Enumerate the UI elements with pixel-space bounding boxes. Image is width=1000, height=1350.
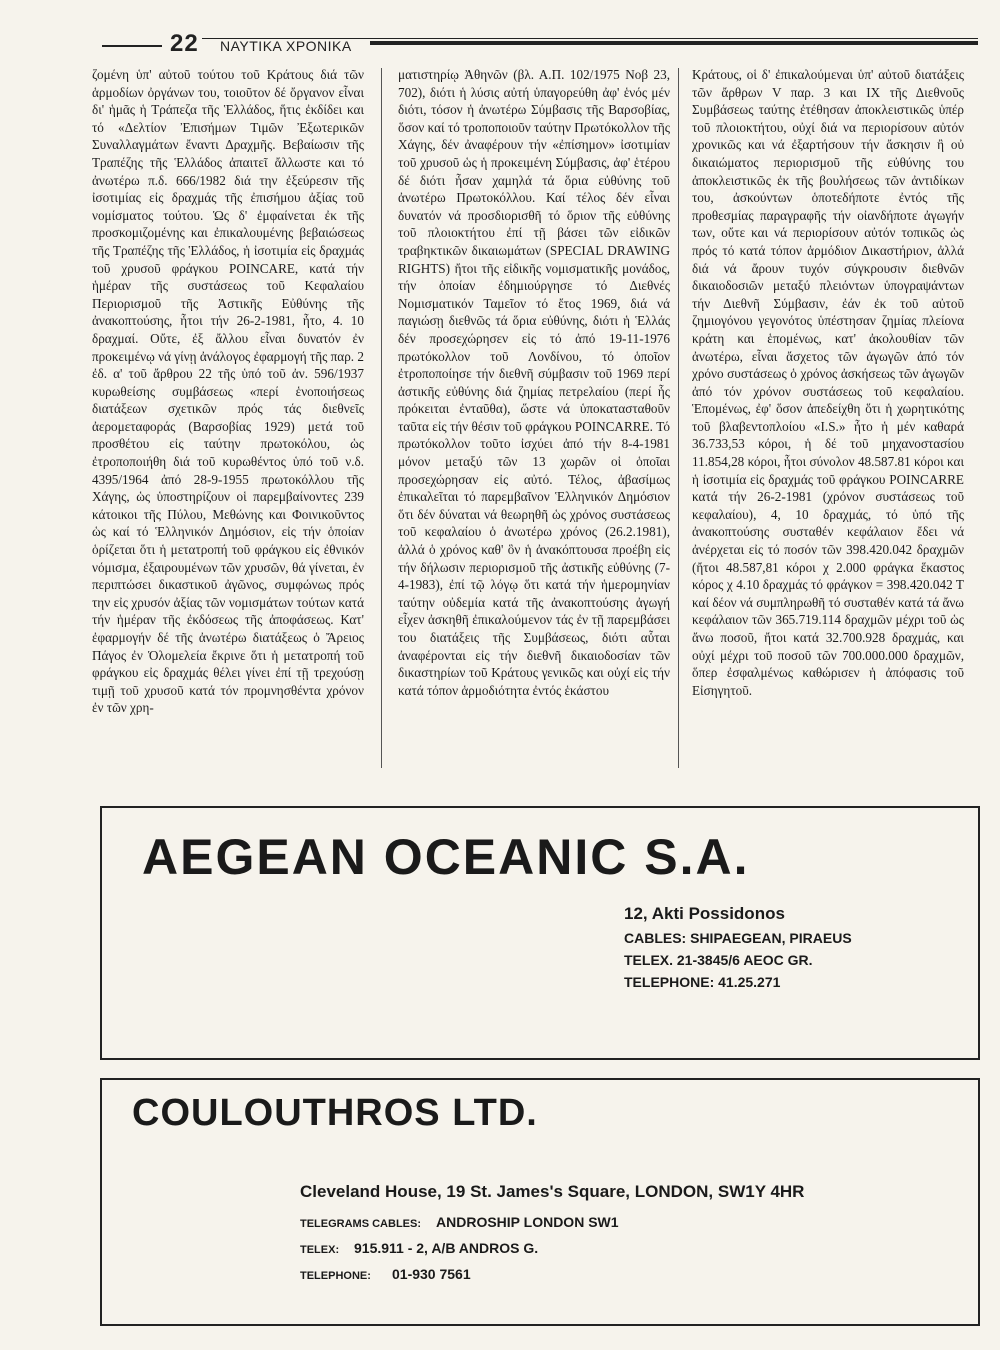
- ad-telephone: [300, 1266, 471, 1282]
- article-column-1: [92, 66, 364, 717]
- column-2-text: ματιστηρίῳ Ἀθηνῶν (βλ. Α.Π. 102/1975 Νοβ 23, 702), διότι ἡ λύσις αὐτή ὑπαγορεύθη ἀφ' ἑνός μέν διότι, τόσον ἡ ἀνωτέρω Σύμβασις τῆς Βαρσοβίας, ὅσον καί τό τροποποιοῦν ταύτην Πρωτόκολλον τῆς Χάγης, δέν ἀναφέρουν τήν «ἐπίσημον» ἰσοτιμίαν τοῦ χρυσοῦ ὡς ἡ προκειμένη Σύμβασις, ἀφ' ἑτέρου δέ διότι ἦσαν χαμηλά τά ὅρια εὐθύνης τοῦ ἀνωτέρω Πρωτοκόλλου. Καί τέλος δέν εἶναι δυνατόν νά προσδιορισθῆ τό ὅριον τῆς εὐθύνης τοῦ πλοιοκτήτου ἐπί τῇ βάσει τῶν εἰδικῶν τραβηκτικῶν δικαιωμάτων (SPECIAL DRAWING RIGHTS) ἤτοι τῆς εἰδικῆς νομισματικῆς μονάδος, τήν ὁποίαν ἐδημιούργησε τό Διεθνές Νομισματικόν Ταμεῖον τό ἔτος 1969, διά νά παγιώσῃ διεθνῶς τά ὅρια εὐθύνης, διότι ἡ Ἑλλάς δέν προσεχώρησεν εἰς τό ἀπό 19-11-1976 πρωτόκολλον τοῦ Λονδίνου, τό ὁποῖον ἐτροποποίησε τήν διεθνῆ σύμβασιν τοῦ 1969 περί ἀστικῆς εὐθύνης διά ζημίας πετρελαίου (περί ἧς πρόκειται ἐνταῦθα), ὥστε νά ὑποκατασταθοῦν ταῦτα εἰς τήν θέσιν τοῦ φράγκου POINCARRE. Τό πρωτόκολλον τοῦτο ἰσχύει ἀπό τήν 8-4-1981 μόνον μεταξύ τῶν 13 χωρῶν οἱ ὁποῖαι προσεχώρησαν εἰς αὐτό. Τέλος, ἀβασίμως ἐπικαλεῖται τό παρεμβαῖνον Ἑλληνικόν Δημόσιον ὅτι δέν δύναται νά θεωρηθῆ ὡς χρόνος συστάσεως τοῦ κεφαλαίου ὁ ἀνωτέρω χρόνος (26.2.1981), ἀλλά ὁ χρόνος καθ' ὃν ἡ ἀνακόπτουσα προέβη εἰς τήν δήλωσιν περιορισμοῦ τῆς ἀστικῆς εὐθύνης (7-4-1983), ἐπί τῷ λόγῳ ὅτι κατά τήν ἡμερομηνίαν ταύτην οὐδεμία κατά τῆς ἀνακοπτούσης ἀγωγή εἶχεν ἀσκηθῆ ἐπικαλούμενον τάς ἐν τῇ παρεμβάσει του διατάξεις τῆς Συμβάσεως, διότι αὗται ἀναφέρονται εἰς τήν διεθνῆ δικαιοδοσίαν τῶν δικαστηρίων τοῦ Κράτους γενικῶς και οὐχί εἰς τήν κατά τόπον ἁρμοδιότητα ἐντός ἑκάστου: [398, 67, 670, 698]
- advertisement-coulouthros: [100, 1078, 980, 1326]
- ad-telegrams-label: TELEGRAMS CABLES:: [300, 1218, 421, 1230]
- ad-address: Cleveland House, 19 St. James's Square, LONDON, SW1Y 4HR: [300, 1182, 805, 1201]
- header-rule-thick: [370, 41, 978, 45]
- column-3-text: Κράτους, οἱ δ' ἐπικαλούμεναι ὑπ' αὐτοῦ διατάξεις τῶν ἄρθρων V παρ. 3 και IX τῆς Διεθνοῦς Συμβάσεως ταύτης ἐτέθησαν ἀποκλειστικῶς ὑπέρ τοῦ πλοιοκτήτου, οὐχί διά να περιορίσουν αὐτόν χρονικῶς και νά ἐξαρτήσουν τήν ἄσκησιν ἢ οὐ δικαιώματος περιορισμοῦ τῆς εὐθύνης του ἀποκλειστικῶς ἐκ τῆς βουλήσεως τῶν ἀντιδίκων του, ἀσκούντων ὁποτεδήποτε ἐντός τῆς προθεσμίας παραγραφῆς τήν οἰανδήποτε ἀγωγήν των, οὔτε και νά περιορίσουν αὐτόν τοπικῶς ὡς πρός τό κατά τόπον ἁρμόδιον Δικαστήριον, ἀλλά διά νά ἄρουν τυχόν σύγκρουσιν διεθνῶν δικαιοδοσιῶν μεταξύ πλειόντων ὑπογραψάντων τήν Διεθνῆ Σύμβασιν, ἐάν ἐκ τοῦ αὐτοῦ ζημιογόνου γεγονότος ὑπέστησαν ζημίας πλείονα κράτη και ἑπομένως, κατ' ἀκολουθίαν τῶν ἀνωτέρω, εἶναι ἄσχετος τῶν ἀγωγῶν ἀπό τόν χρόνο συστάσεως ὁ χρόνος ἀσκήσεως τῶν ἀγωγῶν ἀπό τόν χρόνον συστάσεως τοῦ κεφαλαίου. Ἑπομένως, ἐφ' ὅσον ἀπεδείχθη ὅτι ἡ χωρητικότης τοῦ βλαβεντοπλοίου «I.S.» ἦτο ἡ μέν καθαρά 36.733,53 κόροι, ἡ δέ τοῦ μηχανοστασίου 11.854,28 κόροι, ἦτοι σύνολον 48.587.81 κόροι και ἡ ἰσοτιμία εἰς δραχμάς τοῦ φράγκου POINCARRE κατά τήν 26-2-1981 (χρόνον συστάσεως τοῦ κεφαλαίου), 4, 10 δραχμάς, τό ὑπό τῆς ἀνακοπτούσης συσταθέν κεφάλαιον ἔδει νά ἀνέρχεται εἰς τό ποσόν τῶν 398.420.042 δραχμῶν (ἤτοι 48.587,81 κόροι χ 2.000 φράγκα ἕκαστος κόρος χ 4.10 δραχμάς τό φράγκον = 398.420.042 Τ καί δέον νά συμπληρωθῆ τό συσταθέν κατά τά ἄνω κεφάλαιον τῶν 365.719.114 δραχμῶν μέχρι τοῦ ὡς ἄνω ποσοῦ, ἤτοι κατά 32.700.928 δραχμάς, και οὐχί μέχρι τοῦ ποσοῦ τῶν 700.000.000 δραχμῶν, ὅπερ ἐσφαλμένως καθώρισεν ἡ ἀπόφασις τοῦ Εἰσηγητοῦ.: [692, 67, 964, 698]
- ad-telex-label: TELEX:: [300, 1244, 340, 1256]
- ad-telephone-label: TELEPHONE:: [300, 1270, 371, 1282]
- magazine-title: ΝΑΥΤΙΚΑ ΧΡΟΝΙΚΑ: [220, 38, 352, 54]
- column-divider: [678, 68, 679, 768]
- advertisement-aegean-oceanic: [100, 806, 980, 1060]
- ad-telephone-value: 01-930 7561: [392, 1266, 471, 1282]
- page-header: [102, 30, 978, 62]
- ad-telex: [300, 1240, 538, 1256]
- article-column-3: [692, 66, 964, 699]
- column-1-text: ζομένη ὑπ' αὐτοῦ τούτου τοῦ Κράτους διά τῶν ἁρμοδίων ὀργάνων του, τοιοῦτον δέ ὄργανον εἶναι δι' ἡμᾶς ἡ Τράπεζα τῆς Ἑλλάδος, ἥτις ἐκδίδει και τό «Δελτίον Ἐπισήμων Τιμῶν Ἐξωτερικῶν Συναλλαγμάτων ἔναντι Δραχμῆς. Βεβαίωσιν τῆς Τραπέζης τῆς Ἑλλάδος ἀπαιτεῖ ἄλλωστε και τό ἀνωτέρω π.δ. 666/1982 διά την ἐξεύρεσιν τῆς ἰσοτιμίας εἰς δραχμάς τῆς ἐπισήμου ἀξίας τοῦ νομίσματος τούτου. Ὡς δ' ἐμφαίνεται ἐκ τῆς προσκομιζομένης και ἐπικαλουμένης βεβαιώσεως τῆς Τραπέζης τῆς Ἑλλάδος, ἡ ἰσοτιμία εἰς δραχμάς τοῦ χρυσοῦ φράγκου POINCARE, κατά τήν ἡμέραν τῆς συστάσεως τοῦ Κεφαλαίου Περιορισμοῦ τῆς Ἀστικῆς Εὐθύνης τῆς ἀνακοπτούσης, ἦτοι τήν 26-2-1981, ἦτο, 4. 10 δραχμαί. Οὔτε, ἐξ ἄλλου εἶναι δυνατόν ἐν προκειμένῳ νά γίνῃ ἀνάλογος ἐφαρμογή τῆς παρ. 2 ἐδ. α' τοῦ ἄρθρου 22 τῆς ὑπό τοῦ ἀν. 596/1937 κυρωθείσης συμβάσεως «περί ἑνοποιήσεως διατάξεων σχετικῶν πρός τάς διεθνεῖς ἀερομεταφοράς (Βαρσοβίας 1929) μετά τοῦ προσθέτου εἰς ταύτην πρωτοκόλου, ὡς ἐτροποποιήθη διά τοῦ κυρωθέντος ὑπό τοῦ ν.δ. 4395/1964 ἀπό 28-9-1955 πρωτοκόλλου τῆς Χάγης, ὡς ὑποστηρίζουν οἱ παρεμβαίνοντες 239 κάτοικοι τῆς Πύλου, Μεθώνης και Φοινικοῦντος ὡς καί τό Ἑλληνικόν Δημόσιον, εἰς τήν ὁποίαν ὁρίζεται ὅτι ἡ μετατροπή τοῦ φράγκου εἰς ἐθνικόν νόμισμα, ἐξαιρουμένων τῶν χρυσῶν, θά γίνεται, ἐν περιπτώσει δικαστικοῦ ἀγῶνος, συμφώνως πρός την εἰς χρυσόν ἀξίας τῶν νομισμάτων τούτων κατά τήν ἡμέραν τῆς ἐκδόσεως τῆς ἀποφάσεως. Κατ' ἐφαρμογήν δέ τῆς ἀνωτέρω διατάξεως ὁ Ἄρειος Πάγος ἐν Ὁλομελεία ἔκρινε ὅτι ἡ μετατροπή τοῦ φράγκου εἰς δραχμάς θέλει γίνει ἐπί τῇ τρεχούσῃ τιμῇ τοῦ χρυσοῦ κατά τόν προμνησθέντα χρόνον ἐν τῶν χρη-: [92, 67, 364, 716]
- ad-telex: TELEX. 21-3845/6 AEOC GR.: [624, 952, 813, 968]
- ad-cables: CABLES: SHIPAEGEAN, PIRAEUS: [624, 930, 852, 946]
- ad-company-name: COULOUTHROS LTD.: [132, 1092, 538, 1134]
- header-rule-left: [102, 45, 162, 47]
- article-body: [92, 66, 980, 796]
- ad-telephone: TELEPHONE: 41.25.271: [624, 974, 781, 990]
- ad-company-name: AEGEAN OCEANIC S.A.: [142, 829, 750, 885]
- page-number: 22: [170, 30, 199, 57]
- ad-telex-value: 915.911 - 2, A/B ANDROS G.: [354, 1240, 539, 1256]
- ad-telegrams: [300, 1214, 619, 1230]
- ad-telegrams-value: ANDROSHIP LONDON SW1: [436, 1214, 619, 1230]
- ad-address: 12, Akti Possidonos: [624, 904, 785, 923]
- column-divider: [381, 68, 382, 768]
- article-column-2: [398, 66, 670, 699]
